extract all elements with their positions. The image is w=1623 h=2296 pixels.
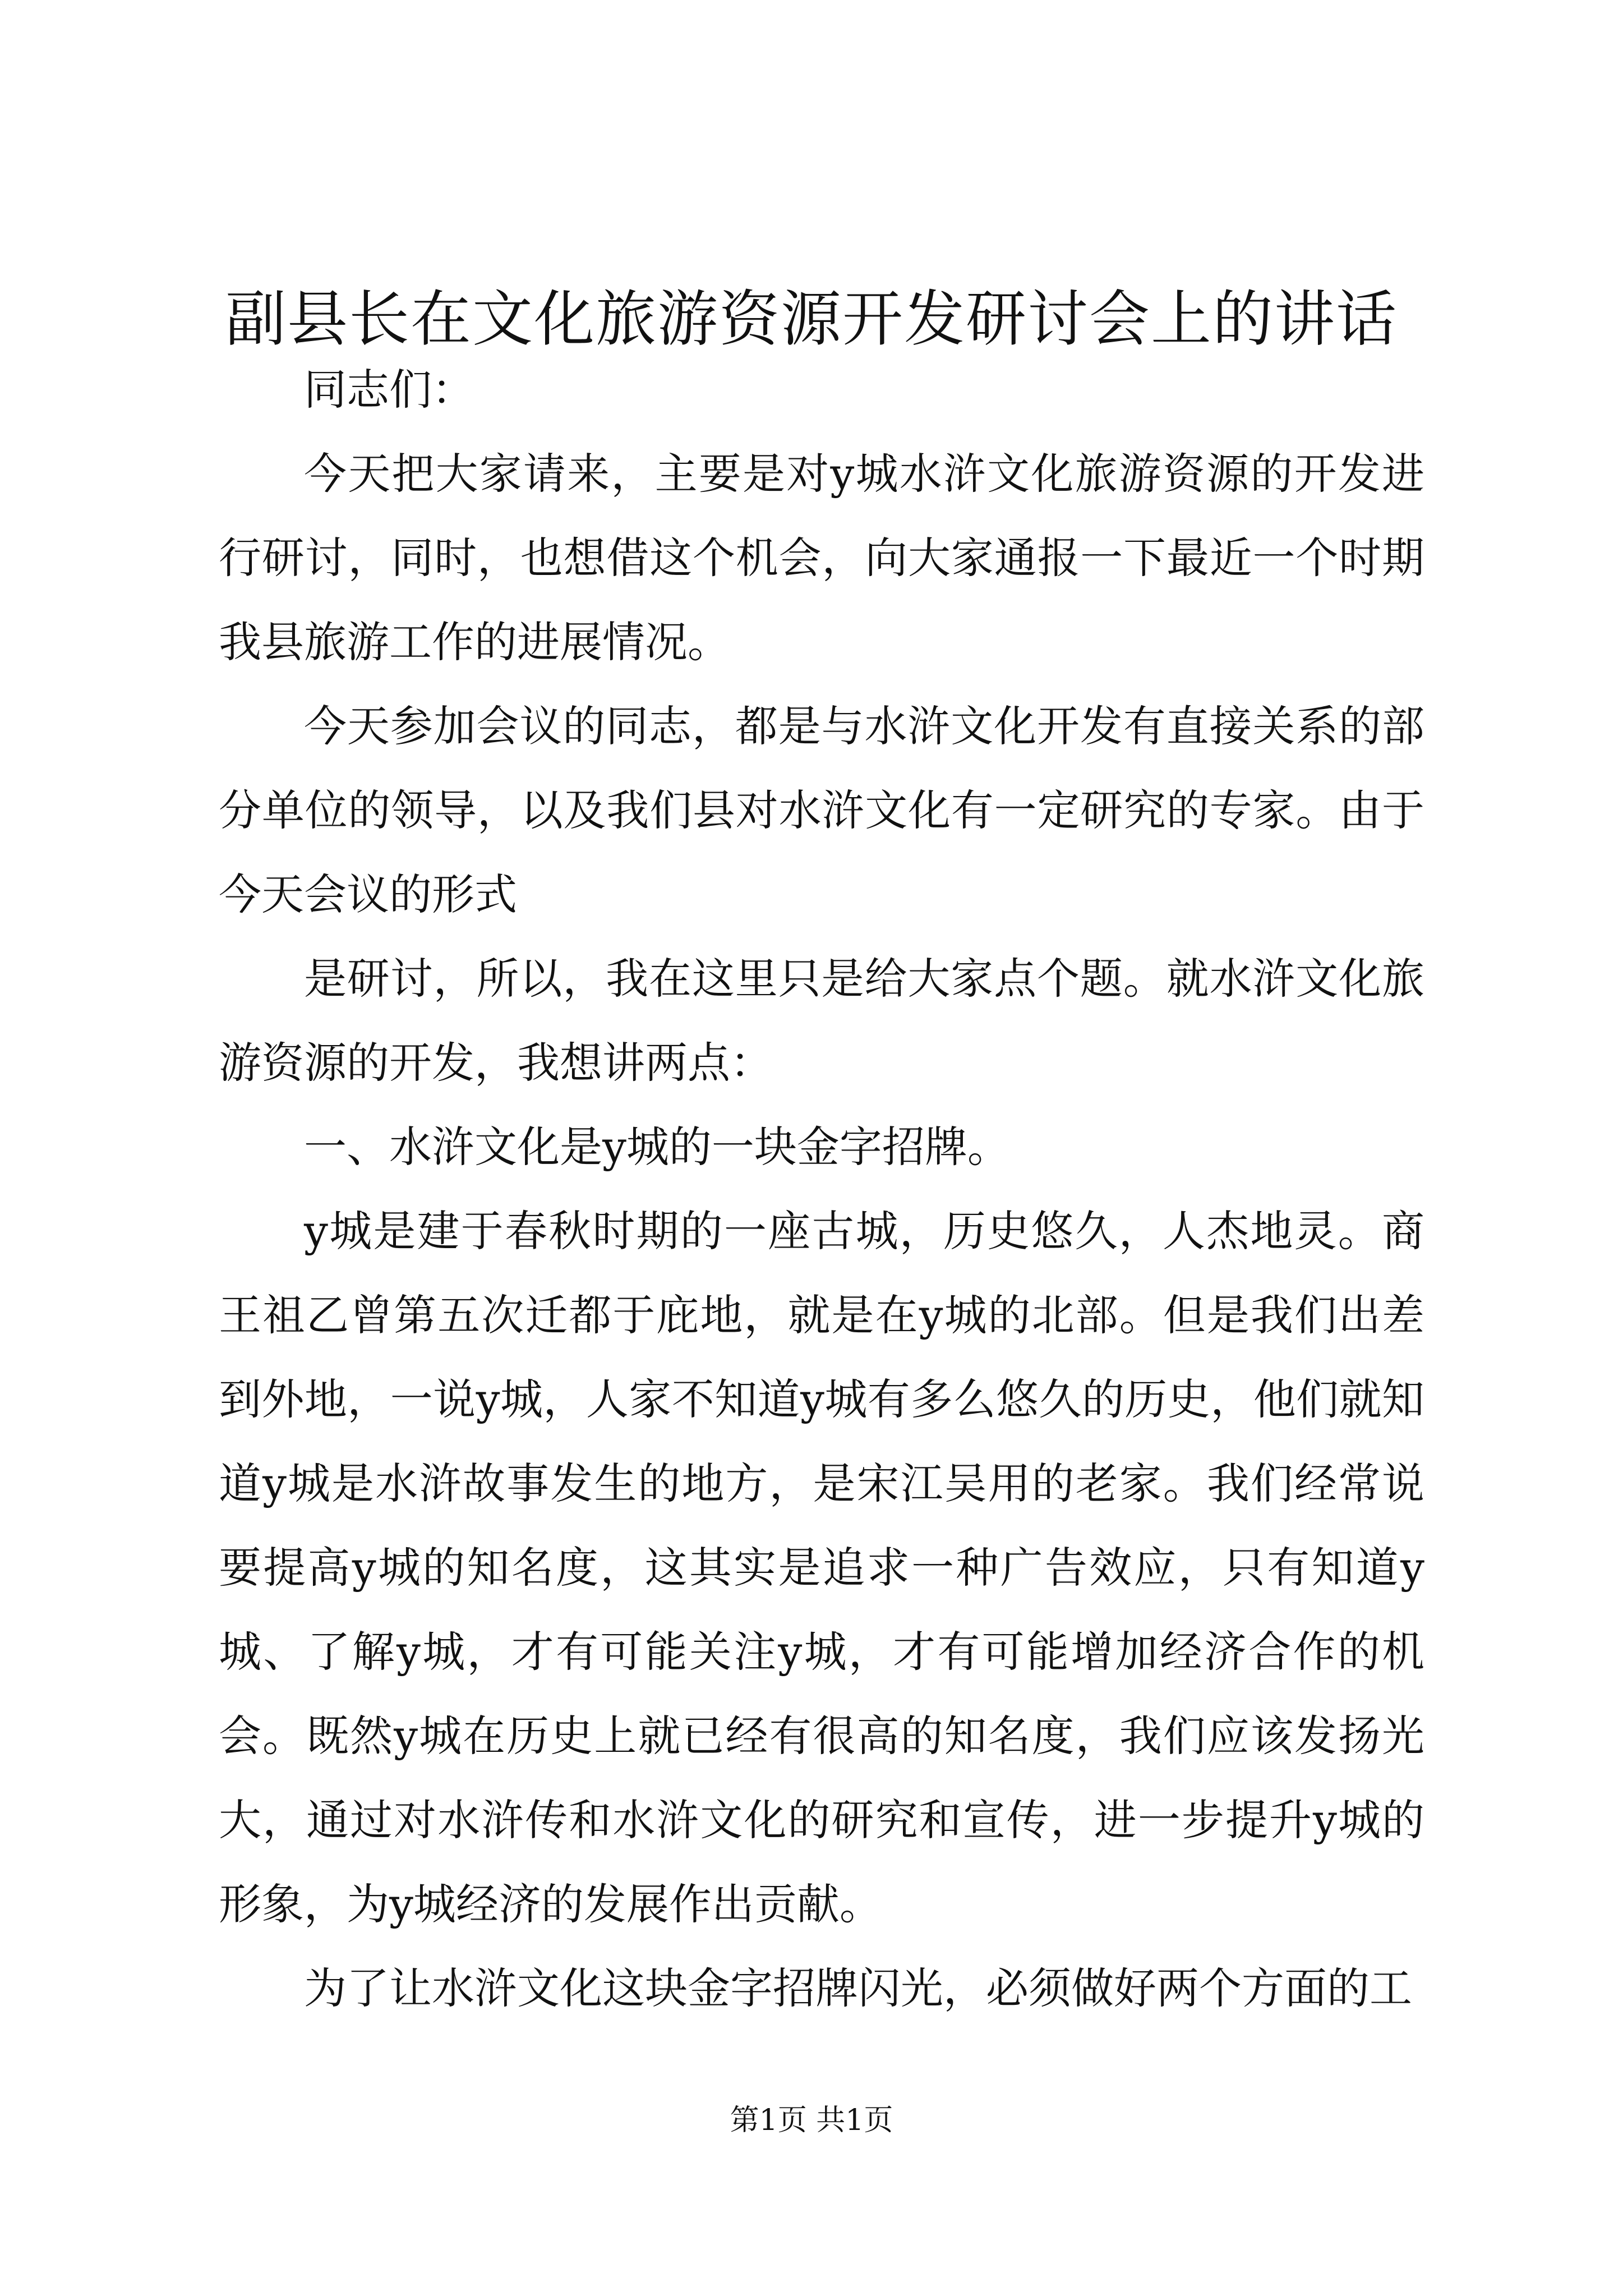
paragraph-intro: 今天把大家请来，主要是对y城水浒文化旅游资源的开发进行研讨，同时，也想借这个机会，向大家通报一下最近一个时期我县旅游工作的进展情况。 [219, 449, 1424, 667]
section-heading-one: 一、水浒文化是y城的一块金字招牌。 [304, 1122, 1010, 1172]
paragraph-history: y城是建于春秋时期的一座古城，历史悠久，人杰地灵。商王祖乙曾第五次迁都于庇地，就是在y城的北部。但是我们出差到外地，一说y城，人家不知道y城有多么悠久的历史，他们就知道y城是水浒故事发生的地方，是宋江吴用的老家。我们经常说要提高y城的知名度，这其实是追求一种广告效应，只有知道y城、了解y城，才有可能关注y城，才有可能增加经济合作的机会。既然y城在历史上就已经有很高的知名度，我们应该发扬光大，通过对水浒传和水浒文化的研究和宣传，进一步提升y城的形象，为y城经济的发展作出贡献。 [219, 1206, 1424, 1929]
paragraph-two-aspects: 为了让水浒文化这块金字招牌闪光，必须做好两个方面的工 [304, 1963, 1412, 2013]
paragraph-greeting: 同志们： [304, 365, 474, 415]
paragraph-format: 是研讨，所以，我在这里只是给大家点个题。就水浒文化旅游资源的开发，我想讲两点： [219, 954, 1424, 1088]
document-title: 副县长在文化旅游资源开发研讨会上的讲话 [225, 284, 1398, 355]
page-footer: 第1页 共1页 [730, 2104, 893, 2137]
paragraph-attendees: 今天参加会议的同志，都是与水浒文化开发有直接关系的部分单位的领导，以及我们县对水浒文化有一定研究的专家。由于今天会议的形式 [219, 701, 1424, 919]
document-body [219, 348, 1424, 2031]
